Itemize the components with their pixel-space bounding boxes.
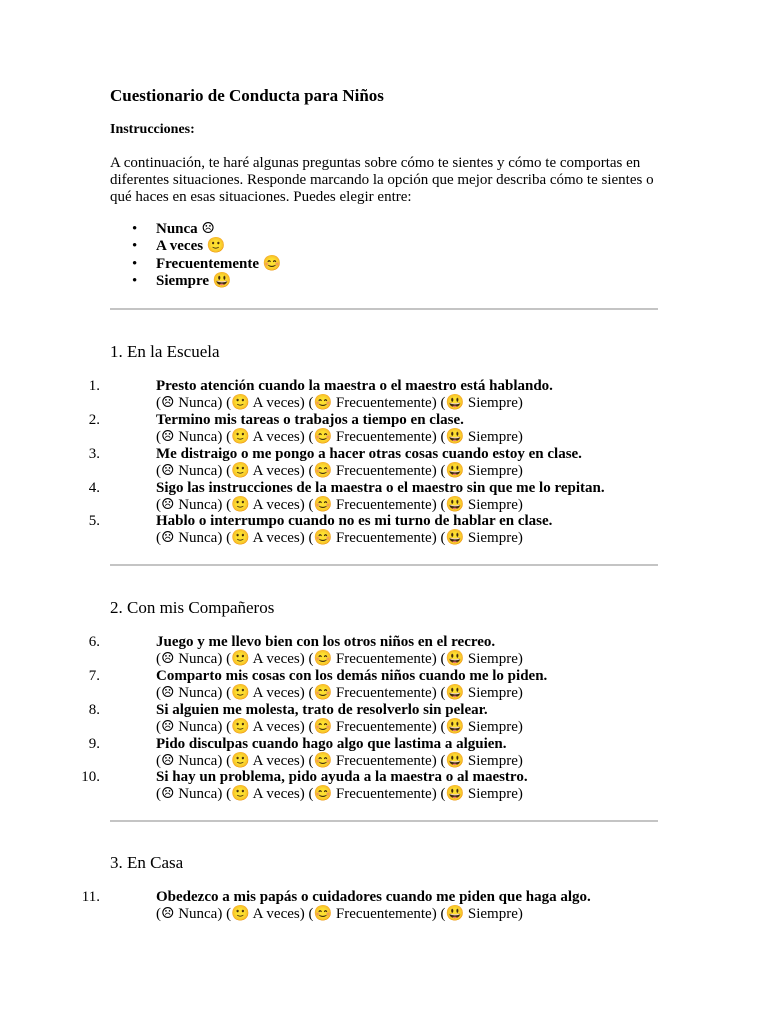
section-divider: [110, 564, 658, 566]
answer-options[interactable]: (☹ Nunca) (🙂 A veces) (😊 Frecuentemente) (😃 Siempre): [156, 719, 523, 735]
question-number: 11.: [81, 889, 100, 905]
section-divider: [110, 820, 658, 822]
legend-item-siempre: • Siempre 😃: [110, 273, 281, 290]
question-text: Comparto mis cosas con los demás niños cuando me lo piden.: [156, 668, 548, 684]
question-number: 6.: [88, 634, 100, 650]
answer-options[interactable]: (☹ Nunca) (🙂 A veces) (😊 Frecuentemente) (😃 Siempre): [156, 685, 523, 701]
question-text: Me distraigo o me pongo a hacer otras cosas cuando estoy en clase.: [156, 446, 582, 462]
section-divider: [110, 308, 658, 310]
question-number: 9.: [88, 736, 100, 752]
answer-options[interactable]: (☹ Nunca) (🙂 A veces) (😊 Frecuentemente) (😃 Siempre): [156, 753, 523, 769]
intro-paragraph: A continuación, te haré algunas preguntas sobre cómo te sientes y cómo te comportas en diferentes situaciones. Responde marcando la opción que mejor describa cómo te sientes o qué haces en esas situaciones. Puedes elegir entre:: [110, 155, 654, 205]
answer-options[interactable]: (☹ Nunca) (🙂 A veces) (😊 Frecuentemente) (😃 Siempre): [156, 395, 523, 411]
question-number: 10.: [81, 769, 100, 785]
question-text: Pido disculpas cuando hago algo que lastima a alguien.: [156, 736, 507, 752]
answer-options[interactable]: (☹ Nunca) (🙂 A veces) (😊 Frecuentemente) (😃 Siempre): [156, 463, 523, 479]
question-text: Sigo las instrucciones de la maestra o el maestro sin que me lo repitan.: [156, 480, 605, 496]
section-heading-escuela: 1. En la Escuela: [110, 342, 220, 361]
question-number: 7.: [88, 668, 100, 684]
answer-options[interactable]: (☹ Nunca) (🙂 A veces) (😊 Frecuentemente) (😃 Siempre): [156, 651, 523, 667]
section-heading-companeros: 2. Con mis Compañeros: [110, 598, 275, 617]
legend-item-a-veces: • A veces 🙂: [110, 238, 281, 255]
page-title: Cuestionario de Conducta para Niños: [110, 86, 384, 105]
answer-options[interactable]: (☹ Nunca) (🙂 A veces) (😊 Frecuentemente) (😃 Siempre): [156, 530, 523, 546]
question-number: 4.: [88, 480, 100, 496]
section-heading-casa: 3. En Casa: [110, 853, 184, 872]
legend-item-frecuentemente: • Frecuentemente 😊: [110, 256, 281, 273]
question-text: Presto atención cuando la maestra o el maestro está hablando.: [156, 378, 553, 394]
question-text: Juego y me llevo bien con los otros niños en el recreo.: [156, 634, 496, 650]
question-number: 1.: [88, 378, 100, 394]
answer-options[interactable]: (☹ Nunca) (🙂 A veces) (😊 Frecuentemente) (😃 Siempre): [156, 497, 523, 513]
instructions-label: Instrucciones:: [110, 122, 195, 137]
question-text: Si alguien me molesta, trato de resolverlo sin pelear.: [156, 702, 488, 718]
legend-item-nunca: • Nunca ☹: [110, 221, 281, 238]
question-text: Obedezco a mis papás o cuidadores cuando me piden que haga algo.: [156, 889, 591, 905]
answer-options[interactable]: (☹ Nunca) (🙂 A veces) (😊 Frecuentemente) (😃 Siempre): [156, 786, 523, 802]
question-text: Si hay un problema, pido ayuda a la maestra o al maestro.: [156, 769, 528, 785]
question-text: Hablo o interrumpo cuando no es mi turno de hablar en clase.: [156, 513, 553, 529]
question-number: 8.: [88, 702, 100, 718]
question-text: Termino mis tareas o trabajos a tiempo en clase.: [156, 412, 464, 428]
answer-options[interactable]: (☹ Nunca) (🙂 A veces) (😊 Frecuentemente) (😃 Siempre): [156, 906, 523, 922]
question-number: 2.: [88, 412, 100, 428]
answer-legend: [110, 221, 281, 290]
question-number: 3.: [88, 446, 100, 462]
answer-options[interactable]: (☹ Nunca) (🙂 A veces) (😊 Frecuentemente) (😃 Siempre): [156, 429, 523, 445]
question-number: 5.: [88, 513, 100, 529]
